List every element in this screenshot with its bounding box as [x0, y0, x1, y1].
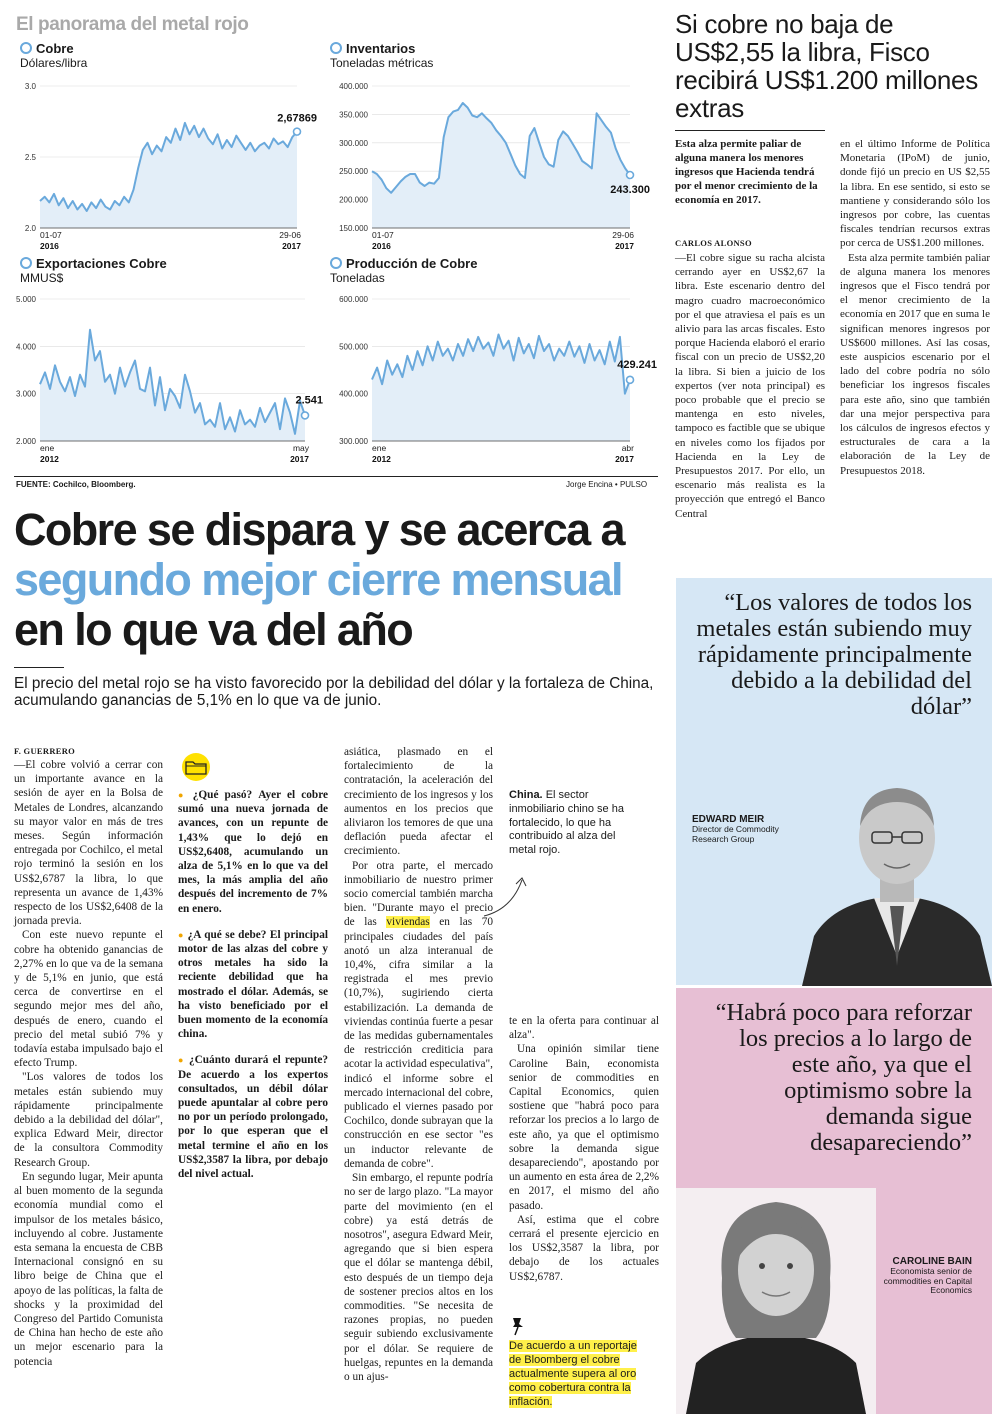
quote-text: “Los valores de todos los metales están subiendo muy rápidamente principalmente debido a la debilidad del dólar” [696, 589, 972, 720]
qa-question: ¿Cuánto durará el repunte? [188, 1054, 329, 1067]
text-run: en las 70 principales ciudades del país anotó un alza interanual de 10,4%, cifra similar a la registrada el mes previo (10,7%), sugiriendo cierta estabilización. La demanda de viviendas continúa fuerte a pesar de las medidas gubernamentales de restricción crediticia para acotar la actividad especulativa", indicó el informe sobre el mercado internacional del cobre, publicado el viernes pasado por Cochilco, donde subrayan que la construcción en ese sector "es un inductor relevante de demanda de cobre". [344, 916, 493, 1170]
note-box [509, 1339, 651, 1409]
last-value-marker [302, 412, 309, 419]
legend-dot-icon [20, 42, 32, 54]
x-end-label: 29-06 [612, 230, 634, 240]
legend-dot-icon [20, 257, 32, 269]
paragraph: Sin embargo, el repunte podría no ser de largo plazo. "La mayor parte del movimiento (en el cobre) ya está detrás de nosotros", asegura Edward Meir, agregando que si bien espera que el dólar se mantenga débil, esto después de un tiempo deja de sostener precios altos en los commodities. "Se necesita de razones propias, no pueden seguir subiendo exclusivamente por el dólar. Se requiere de huelgas, repuntes en la demanda o un ajus- [344, 1172, 493, 1383]
legend-dot-icon [330, 257, 342, 269]
y-tick-label: 150.000 [339, 224, 368, 233]
paragraph: —El cobre volvió a cerrar con un importante avance en la sesión de ayer en la Bolsa de Metales de Londres, alcanzando su mayor valor en más de tres meses. Según información entregada por Cochilco, el metal rojo terminó la sesión en los US$2,6787 la libra, lo que representa un avance de 1,43% respecto de los US$2,6408 de la jornada previa. [14, 759, 163, 928]
paragraph: Esta alza permite también paliar de alguna manera los menores ingresos que el Fisco tendrá por el menor crecimiento de la economía en 2017 que en suma le significan menores ingresos por US$600 millones. Así las cosas, este auspicios escenario por el lado del cobre podría no sólo beneficiar los ingresos fiscales para este año, sino que también dar una mejor perspectiva para los cálculos de ingresos efectos y estructurales de cara a la elaboración de la Ley de Presupuestos 2018. [840, 251, 990, 477]
y-tick-label: 250.000 [339, 167, 368, 177]
qa-question: ¿Qué pasó? [192, 789, 253, 801]
x-start-label: ene [372, 443, 387, 453]
x-end-year: 2017 [615, 241, 634, 251]
x-start-label: 01-07 [372, 230, 394, 240]
panel-rule [14, 476, 658, 477]
x-end-label: may [292, 443, 309, 453]
text-run: Por otra parte, el mercado inmobiliario de nuestro primer socio comercial también marcha bien. "Durante mayo el precio de las [344, 859, 493, 929]
y-tick-label: 400.000 [339, 389, 368, 399]
paragraph: Así, estima que el cobre cerrará el presente ejercicio en los US$2,3587 la libra, por debajo de los actuales US$2,6787. [509, 1213, 659, 1283]
y-tick-label: 300.000 [339, 437, 368, 446]
y-tick-label: 600.000 [339, 295, 368, 304]
main-col-4 [509, 1014, 659, 1284]
last-value-label: 2,67869 [277, 112, 317, 125]
main-deck: El precio del metal rojo se ha visto favorecido por la debilidad del dólar y la fortaleza de China, acumulando ganancias de 5,1% en lo que va de junio. [14, 675, 654, 709]
qa-question: ¿A qué se debe? [187, 928, 267, 941]
y-tick-label: 2.0 [24, 224, 36, 233]
chart-produccion [310, 293, 657, 471]
x-end-label: abr [621, 443, 634, 453]
side-col-1 [675, 251, 825, 521]
y-tick-label: 500.000 [339, 342, 368, 352]
deck-rule [14, 667, 64, 668]
chart-unit: Toneladas métricas [330, 56, 434, 70]
x-start-year: 2012 [372, 454, 391, 464]
quote-box-bain [676, 988, 992, 1414]
portrait-edward-meir [802, 766, 992, 986]
y-tick-label: 4.000 [15, 342, 36, 352]
x-start-label: 01-07 [40, 230, 62, 240]
headline-line-highlight: segundo mejor cierre mensual [14, 554, 622, 605]
chart-cobre [0, 80, 320, 258]
quote-text: “Habrá poco para reforzar los precios a lo largo de este año, ya que el optimismo sobre la demanda sigue desapareciendo” [715, 999, 972, 1156]
quote-person [692, 814, 812, 844]
chart-inventarios [310, 80, 650, 258]
x-end-year: 2017 [290, 454, 309, 464]
pin-icon [509, 1316, 527, 1336]
china-caption [509, 789, 624, 858]
chart-inventarios-header [330, 41, 433, 70]
chart-cobre-header [20, 41, 87, 70]
paragraph: te en la oferta para continuar al alza". [509, 1015, 659, 1042]
x-end-label: 29-06 [279, 230, 301, 240]
qa-block: ● ¿Qué pasó? Ayer el cobre sumó una nueva jornada de avances, con un repunte de 1,43% que lo dejó en US$2,6408, acumulando un alza de 5,1% en lo que va del mes, la más amplia del año después del incremento de 7% en enero. [178, 789, 329, 915]
last-value-label: 2.541 [295, 394, 323, 407]
paragraph [344, 859, 493, 1171]
side-headline: Si cobre no baja de US$2,55 la libra, Fisco recibirá US$1.200 millones extras [675, 9, 978, 123]
qa-block: ● ¿A qué se debe? El principal motor de las alzas del cobre y otros metales ha sido la reciente debilidad que ha mostrado el dólar. Además, se ha visto beneficiado por el buen momento de la economía china. [178, 928, 328, 1041]
x-start-year: 2012 [40, 454, 59, 464]
last-value-marker [627, 172, 634, 179]
arrow-icon [478, 870, 538, 920]
last-value-label: 429.241 [617, 358, 657, 371]
x-start-label: ene [40, 443, 55, 453]
paragraph: En segundo lugar, Meir apunta al buen momento de la segunda economía mundial como el impulsor de los metales básico, incluyendo al cobre. Justamente esta semana la encuesta de CBB Internacional consignó en su libro beige de China que el apoyo de las políticas, la falta de shocks y la proximidad del Congreso del Partido Comunista de China han hecho de este año un mejor escenario para la potencia [14, 1170, 163, 1368]
y-tick-label: 2.000 [15, 437, 36, 446]
chart-title: Exportaciones Cobre [36, 256, 167, 271]
legend-dot-icon [330, 42, 342, 54]
quote-box-meir [676, 578, 992, 985]
chart-produccion-header [330, 256, 477, 285]
chart-title: Producción de Cobre [346, 256, 478, 271]
main-headline [14, 505, 664, 655]
y-tick-label: 300.000 [339, 138, 368, 148]
side-byline: CARLOS ALONSO [675, 238, 752, 248]
paragraph: "Los valores de todos los metales están subiendo muy rápidamente principalmente debido a la debilidad del dólar", explica Edward Meir, director de la consultora Commodity Research Group. [14, 1071, 163, 1169]
panel-credit: Jorge Encina • PULSO [566, 480, 648, 489]
y-tick-label: 3.000 [15, 389, 36, 399]
last-value-marker [627, 376, 634, 383]
y-tick-label: 350.000 [339, 110, 368, 120]
side-rule [675, 130, 825, 131]
y-tick-label: 2.5 [24, 153, 36, 162]
last-value-marker [294, 128, 301, 135]
qa-block: ● ¿Cuánto durará el repunte? De acuerdo a los expertos consultados, un débil dólar puede apuntalar al cobre pero no por un período prolongado, por lo que esperan que el metal termine el año en los US$2,3587 la libra, por debajo del nivel actual. [178, 1054, 329, 1181]
chart-title: Cobre [36, 41, 74, 56]
x-end-year: 2017 [615, 454, 634, 464]
paragraph: asiática, plasmado en el fortalecimiento de la contratación, la aceleración del crecimiento de los ingresos y los aumentos en los precios que aliviaron los temores de que una deflación pueda afectar el crecimiento. [344, 746, 493, 858]
x-end-year: 2017 [282, 241, 301, 251]
chart-unit: Toneladas [330, 271, 385, 285]
person-name: EDWARD MEIR [692, 814, 765, 825]
portrait-caroline-bain [676, 1188, 876, 1414]
y-tick-label: 5.000 [15, 295, 36, 304]
person-role: Director de Commodity Research Group [692, 824, 779, 844]
paragraph: —El cobre sigue su racha alcista cerrando ayer en US$2,67 la libra. Este escenario dentro del magro cuadro macroeconómico por el que atraviesa el país es un alivio para las arcas fiscales. Esto porque Hacienda elaboró el erario fiscal con un precio de US$2,20 la libra. Si bien a juicio de los expertos (ver nota principal) es poco probable que el precio se mantenga en esto niveles, tampoco es factible que se ubique en niveles como los fijados por Hacienda en la Ley de Presupuestos 2017. Por ello, un escenario más realista es la proyección que entregó el Banco Central [675, 252, 825, 520]
caption-label: China. [509, 789, 543, 801]
chart-unit: Dólares/libra [20, 56, 88, 70]
chart-title: Inventarios [346, 41, 416, 56]
x-start-year: 2016 [40, 241, 59, 251]
main-col-1 [14, 758, 163, 1369]
panel-source: FUENTE: Cochilco, Bloomberg. [16, 480, 136, 489]
chart-exportaciones-header [20, 256, 167, 285]
panel-title: El panorama del metal rojo [16, 14, 249, 35]
y-tick-label: 200.000 [339, 195, 368, 205]
qa-answer: El principal motor de las alzas del cobre y otros metales ha sido la reciente debilidad que ha mostrado el dólar. Además, se ha visto beneficiado por el buen momento de la economía china. [178, 928, 328, 1041]
chart-unit: MMUS$ [20, 271, 64, 285]
note-text: De acuerdo a un reportaje de Bloomberg el cobre actualmente supera al oro como cobertura contra la inflación. [509, 1340, 637, 1408]
chart-exportaciones [0, 293, 323, 471]
side-col-2 [840, 137, 990, 478]
main-col-2 [178, 788, 328, 1181]
y-tick-label: 3.0 [24, 82, 36, 91]
x-start-year: 2016 [372, 241, 391, 251]
main-byline: F. GUERRERO [14, 746, 76, 756]
side-lead: Esta alza permite paliar de alguna manera los menores ingresos que Hacienda tendrá por el menor crecimiento de la economía en 2017. [675, 138, 818, 206]
qa-answer: De acuerdo a los expertos consultados, un débil dólar puede apuntalar al cobre pero no por un período prolongado, por lo que esperan que el metal termine el año en los US$2,3587 la libra, por debajo del nivel actual. [178, 1068, 328, 1181]
main-col-3 [344, 745, 493, 1384]
paragraph: Con este nuevo repunte el cobre ha obtenido ganancias de 2,27% en lo que va de la semana y de 5,1% en junio, que está cerca de convertirse en el segundo mejor mes del año, después de enero, cuando el precio del metal subió 7% y todavía estaba impulsado bajo el efecto Trump. [14, 929, 163, 1070]
caption-text: El sector inmobiliario chino se ha fortalecido, lo que ha contribuido al alza del metal rojo. [509, 789, 624, 857]
headline-line: Cobre se dispara y se acerca a [14, 504, 624, 555]
y-tick-label: 400.000 [339, 82, 368, 91]
person-name: CAROLINE BAIN [892, 1256, 972, 1267]
paragraph: en el último Informe de Política Monetaria (IPoM) de junio, donde fijó un precio en US $2,55 la libra. En ese sentido, si esto se mantiene y considerando sólo los ingresos por cobre, las cuentas fiscales tendrían recursos extras por cerca de US$1.200 millones. [840, 138, 990, 250]
highlighted-word: viviendas [386, 916, 430, 929]
headline-line: en lo que va del año [14, 604, 413, 655]
folder-icon [178, 752, 214, 787]
quote-person [862, 1256, 972, 1296]
qa-answer: Ayer el cobre sumó una nueva jornada de avances, con un repunte de 1,43% que lo dejó en US$2,6408, acumulando un alza de 5,1% en lo que va del mes, la más amplia del año después del incremento de 7% en enero. [178, 789, 329, 915]
last-value-label: 243.300 [610, 184, 650, 197]
person-role: Economista senior de commodities en Capital Economics [883, 1266, 972, 1295]
paragraph: Una opinión similar tiene Caroline Bain, economista senior de commodities en Capital Economics, quien sostiene que "habrá poco para reforzar los precios a lo largo de este año, ya que el optimismo sobre la demanda sigue desapareciendo", apostando por un aumento en esta área de 2,2% en 2017, el mismo del año pasado. [509, 1043, 659, 1212]
